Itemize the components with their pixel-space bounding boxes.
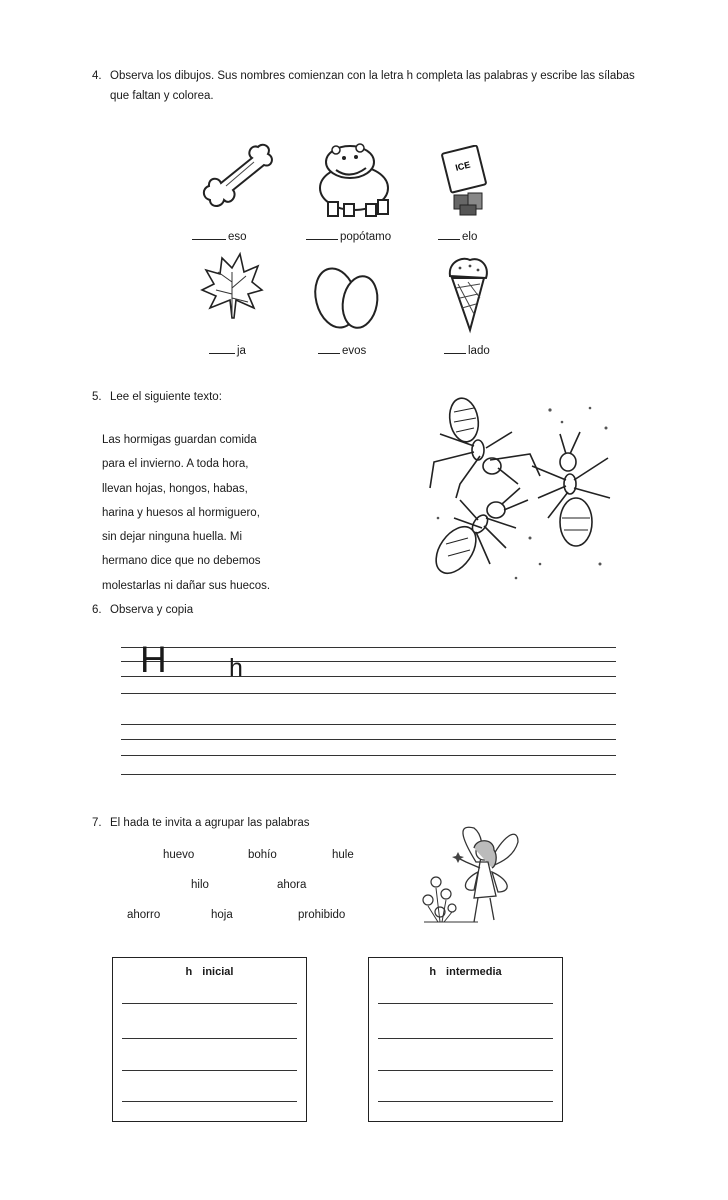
answer-line[interactable]	[122, 1101, 297, 1102]
answer-line[interactable]	[378, 1003, 553, 1004]
word-item: hoja	[211, 909, 233, 921]
answer-blank[interactable]	[444, 342, 466, 354]
writing-line	[121, 676, 616, 677]
question-text: Observa y copia	[110, 604, 194, 616]
answer-line[interactable]	[122, 1038, 297, 1039]
word-item: bohío	[248, 849, 277, 861]
writing-line	[121, 739, 616, 740]
word-suffix: eso	[228, 231, 247, 243]
question-number: 7.	[92, 817, 102, 829]
answer-line[interactable]	[378, 1101, 553, 1102]
answer-line[interactable]	[122, 1070, 297, 1071]
box-label: intermedia	[446, 966, 502, 978]
word-item: hilo	[191, 879, 209, 891]
word-item: hule	[332, 849, 354, 861]
question-number: 6.	[92, 604, 102, 616]
uppercase-letter-model: H	[140, 639, 167, 680]
word-item: huevo	[163, 849, 195, 861]
writing-line	[121, 661, 616, 662]
passage-line: harina y huesos al hormiguero,	[102, 506, 260, 519]
group-box-middle	[368, 957, 563, 1122]
group-box-title	[369, 966, 562, 978]
question-text-continued: que faltan y colorea.	[110, 90, 214, 102]
box-letter: h	[429, 966, 437, 978]
fill-word-3	[438, 228, 477, 243]
word-suffix: ja	[237, 345, 246, 357]
group-box-initial	[112, 957, 307, 1122]
question-text: Observa los dibujos. Sus nombres comienzan con la letra h completa las palabras y escribe las sílabas	[110, 70, 635, 82]
answer-blank[interactable]	[306, 228, 338, 240]
passage-line: molestarlas ni dañar sus huecos.	[102, 579, 271, 592]
leaf-icon	[200, 250, 264, 324]
answer-blank[interactable]	[209, 342, 235, 354]
passage-line: sin dejar ninguna huella. Mi	[102, 531, 243, 544]
fill-word-4	[209, 342, 246, 357]
word-suffix: elo	[462, 231, 478, 243]
hippo-icon	[310, 136, 396, 220]
passage-line: hermano dice que no debemos	[102, 555, 261, 568]
fairy-icon	[418, 822, 524, 934]
passage-line: llevan hojas, hongos, habas,	[102, 482, 248, 495]
svg-text:ICE: ICE	[454, 159, 472, 173]
answer-blank[interactable]	[318, 342, 340, 354]
group-box-title	[113, 966, 306, 978]
answer-line[interactable]	[378, 1070, 553, 1071]
word-item: prohibido	[298, 909, 346, 921]
question-text: Lee el siguiente texto:	[110, 391, 222, 403]
ants-icon	[420, 388, 620, 588]
writing-line	[121, 755, 616, 756]
answer-blank[interactable]	[192, 228, 226, 240]
ice-icon	[440, 145, 492, 217]
fill-word-2	[306, 228, 391, 243]
eggs-icon	[310, 256, 382, 332]
writing-line	[121, 693, 616, 694]
word-suffix: popótamo	[340, 231, 392, 243]
word-suffix: lado	[468, 345, 490, 357]
passage-line: Las hormigas guardan comida	[102, 434, 257, 446]
reading-passage	[102, 428, 270, 598]
passage-line: para el invierno. A toda hora,	[102, 458, 249, 471]
lowercase-letter-model: h	[229, 654, 243, 682]
word-suffix: evos	[342, 345, 367, 357]
writing-line	[121, 647, 616, 648]
writing-line	[121, 724, 616, 725]
word-item: ahora	[277, 879, 307, 891]
fill-word-6	[444, 342, 490, 357]
ice-cream-icon	[446, 254, 492, 334]
box-letter: h	[185, 966, 193, 978]
answer-line[interactable]	[378, 1038, 553, 1039]
question-text: El hada te invita a agrupar las palabras	[110, 817, 310, 829]
bone-icon	[196, 138, 276, 218]
box-label: inicial	[202, 966, 234, 978]
writing-line	[121, 774, 616, 775]
question-number: 4.	[92, 70, 102, 82]
fill-word-1	[192, 228, 247, 243]
answer-blank[interactable]	[438, 228, 460, 240]
fill-word-5	[318, 342, 366, 357]
question-number: 5.	[92, 391, 102, 403]
word-item: ahorro	[127, 909, 161, 921]
answer-line[interactable]	[122, 1003, 297, 1004]
